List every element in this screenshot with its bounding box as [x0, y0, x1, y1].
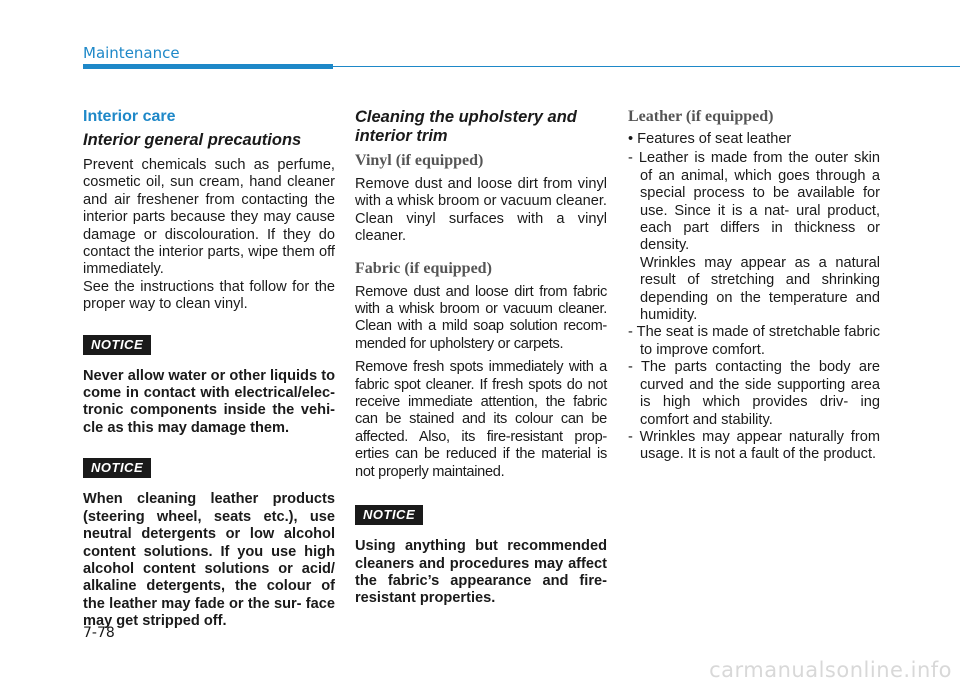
leather-item-3: - The parts contacting the body are curved and the side supporting area is high which provides driv- ing comfort and stability.	[628, 359, 880, 428]
fabric-heading: Fabric (if equipped)	[355, 259, 492, 277]
precautions-paragraph: Prevent chemicals such as perfume, cosmetic oil, sun cream, hand cleaner and air freshener from contacting the interior parts because they may cause damage or discolouration. If they do contact the interior parts, wipe them off immediately.	[83, 157, 335, 278]
vinyl-text: Remove dust and loose dirt from vinyl with a whisk broom or vacuum cleaner. Clean vinyl surfaces with a vinyl cleaner.	[355, 176, 607, 245]
notice-badge: NOTICE	[83, 335, 151, 355]
fabric-text-2: Remove fresh spots immediately with a fabric spot cleaner. If fresh spots do not receive immediate attention, the fabric can be stained and its colour can be affected. Also, its fire-resistant prop- erties can be reduced if the material is not properly maintained.	[355, 359, 607, 480]
notice-text-cleaners: Using anything but recommended cleaners and procedures may affect the fabric’s appearance and fire- resistant properties.	[355, 538, 607, 607]
header-rule-thick	[83, 64, 333, 69]
interior-care-heading: Interior care	[83, 108, 176, 125]
notice-badge: NOTICE	[83, 458, 151, 478]
leather-bullet: • Features of seat leather	[628, 131, 792, 147]
page-number: 7-78	[83, 625, 115, 641]
vinyl-instructions-paragraph: See the instructions that follow for the proper way to clean vinyl.	[83, 278, 335, 313]
notice-text-liquids: Never allow water or other liquids to come in contact with electrical/elec- tronic components inside the vehi- cle as this may damage them.	[83, 367, 335, 436]
column-1	[83, 108, 335, 631]
header-rule-thin	[333, 66, 960, 67]
leather-item-4: - Wrinkles may appear naturally from usage. It is not a fault of the product.	[628, 428, 880, 463]
upholstery-heading: Cleaning the upholstery and interior trim	[355, 108, 577, 145]
notice-badge: NOTICE	[355, 505, 423, 525]
leather-item-1: - Leather is made from the outer skin of an animal, which goes through a special process to be available for use. Since it is a nat- ural product, each part differs in thickness or density.	[628, 150, 880, 254]
column-2	[355, 108, 607, 608]
fabric-text-1: Remove dust and loose dirt from fabric with a whisk broom or vacuum cleaner. Clean with a mild soap solution recom- mended for upholstery or carpets.	[355, 283, 607, 352]
vinyl-heading: Vinyl (if equipped)	[355, 152, 484, 169]
watermark: carmanualsonline.info	[709, 658, 952, 682]
section-title: Maintenance	[83, 44, 180, 62]
precautions-subheading: Interior general precautions	[83, 131, 302, 149]
column-3	[628, 108, 880, 464]
leather-item-2: - The seat is made of stretchable fabric to improve comfort.	[628, 324, 880, 358]
leather-item-1-continued: Wrinkles may appear as a natural result of stretching and shrinking depending on the temperature and humidity.	[640, 254, 880, 324]
notice-text-leather: When cleaning leather products (steering wheel, seats etc.), use neutral detergents or low alcohol content solutions. If you use high alcohol content solutions or acid/ alkaline detergents, the colour of the leather may fade or the sur- face may get stripped off.	[83, 491, 335, 630]
leather-heading: Leather (if equipped)	[628, 108, 774, 125]
